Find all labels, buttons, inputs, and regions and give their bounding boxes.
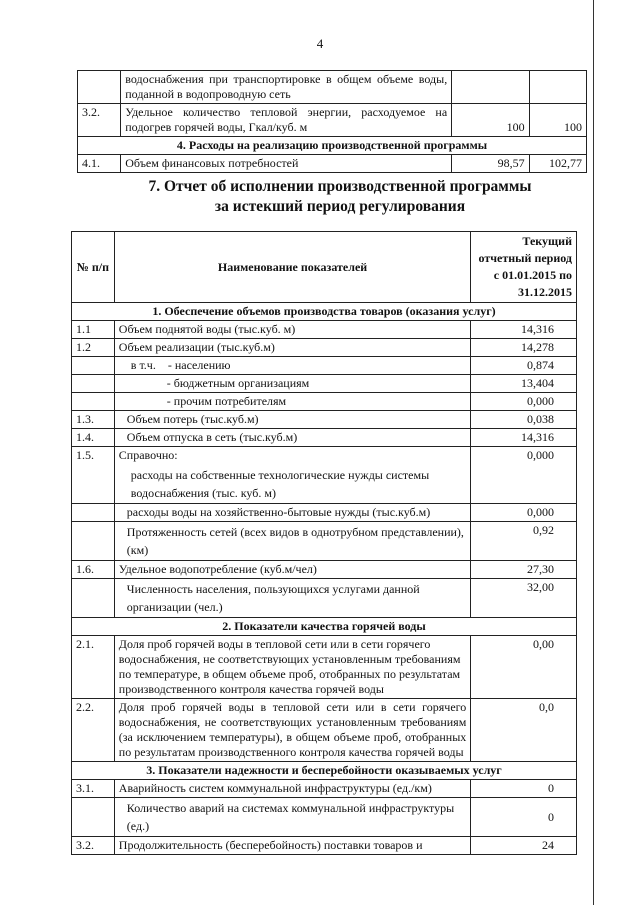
heading-line-1: 7. Отчет об исполнении производственной программы	[148, 178, 532, 195]
row-name: - бюджетным организациям	[114, 375, 471, 393]
row-value: 14,316	[471, 429, 577, 447]
row-number	[78, 71, 121, 104]
section-title: 1. Обеспечение объемов производства товаров (оказания услуг)	[72, 303, 577, 321]
row-name: Протяженность сетей (всех видов в однотрубном представлении), (км)	[114, 522, 471, 561]
table-row	[72, 579, 577, 618]
row-number: 2.2.	[72, 699, 115, 762]
scan-edge-line	[593, 0, 594, 905]
row-value-1	[452, 71, 529, 104]
section-heading	[0, 177, 640, 217]
header-name: Наименование показателей	[114, 232, 471, 303]
table-row	[72, 375, 577, 393]
row-number: 2.1.	[72, 636, 115, 699]
table-row	[72, 393, 577, 411]
row-name-note: Справочно:	[118, 448, 178, 462]
row-value: 0	[471, 798, 577, 837]
row-name: Объем потерь (тыс.куб.м)	[114, 411, 471, 429]
row-value-2: 100	[529, 104, 586, 137]
row-name: Объем финансовых потребностей	[121, 155, 452, 173]
row-value: 27,30	[471, 561, 577, 579]
row-value: 0,000	[471, 447, 577, 504]
table-row	[72, 504, 577, 522]
row-number: 3.2.	[78, 104, 121, 137]
row-number: 1.6.	[72, 561, 115, 579]
table-row	[78, 71, 587, 104]
row-value: 0,000	[471, 393, 577, 411]
row-value: 14,278	[471, 339, 577, 357]
row-value: 32,00	[471, 579, 577, 618]
row-name: Доля проб горячей воды в тепловой сети или в сети горячего водоснабжения, не соответствующих установленным требованиям по температуре, в общем объеме проб, отобранных по результатам производственного контроля качества горячей воды	[114, 636, 471, 699]
row-name: Количество аварий на системах коммунальной инфраструктуры (ед.)	[114, 798, 471, 837]
row-name: Объем реализации (тыс.куб.м)	[114, 339, 471, 357]
header-number: № п/п	[72, 232, 115, 303]
continued-table	[77, 70, 587, 173]
table-row	[72, 522, 577, 561]
row-name: в т.ч. - населению	[114, 357, 471, 375]
header-row	[72, 232, 577, 303]
row-value: 0,92	[471, 522, 577, 561]
table-row	[72, 339, 577, 357]
row-value: 0	[471, 780, 577, 798]
row-value-1: 98,57	[452, 155, 529, 173]
row-name: Доля проб горячей воды в тепловой сети или в сети горячего водоснабжения, не соответствующих установленным требованиям (за исключением температуры), в общем объеме проб, отобранных по результатам производственного контроля качества горячей воды	[114, 699, 471, 762]
row-name: водоснабжения при транспортировке в общем объеме воды, поданной в водопроводную сеть	[121, 71, 452, 104]
table-row	[72, 561, 577, 579]
section-row	[72, 303, 577, 321]
table-row	[72, 447, 577, 504]
header-period: Текущий отчетный период с 01.01.2015 по 31.12.2015	[471, 232, 577, 303]
row-number: 3.2.	[72, 837, 115, 855]
row-value: 24	[471, 837, 577, 855]
table-row	[72, 636, 577, 699]
row-value: 0,0	[471, 699, 577, 762]
report-table	[71, 231, 577, 855]
section-row	[72, 618, 577, 636]
row-value: 0,874	[471, 357, 577, 375]
row-name: Аварийность систем коммунальной инфраструктуры (ед./км)	[114, 780, 471, 798]
table-row	[72, 429, 577, 447]
row-name: расходы на собственные технологические нужды системы водоснабжения (тыс. куб. м)	[130, 468, 430, 500]
table-row	[72, 321, 577, 339]
table-row	[78, 104, 587, 137]
section-row	[78, 137, 587, 155]
row-name: - прочим потребителям	[114, 393, 471, 411]
row-number: 1.1	[72, 321, 115, 339]
table-row	[72, 411, 577, 429]
table-row	[72, 798, 577, 837]
table-row	[72, 837, 577, 855]
row-number: 3.1.	[72, 780, 115, 798]
heading-line-2: за истекший период регулирования	[214, 198, 466, 215]
table-row	[78, 155, 587, 173]
row-value: 0,00	[471, 636, 577, 699]
row-name: Продолжительность (бесперебойность) поставки товаров и	[114, 837, 471, 855]
row-value-1: 100	[452, 104, 529, 137]
row-name: Удельное водопотребление (куб.м/чел)	[114, 561, 471, 579]
row-value-2: 102,77	[529, 155, 586, 173]
table-row	[72, 780, 577, 798]
row-number: 1.5.	[72, 447, 115, 504]
row-value: 13,404	[471, 375, 577, 393]
section-title: 2. Показатели качества горячей воды	[72, 618, 577, 636]
table-row	[72, 357, 577, 375]
table-row	[72, 699, 577, 762]
row-value: 0,038	[471, 411, 577, 429]
page-number: 4	[316, 36, 324, 51]
row-name: Численность населения, пользующихся услугами данной организации (чел.)	[114, 579, 471, 618]
row-number: 1.2	[72, 339, 115, 357]
row-number: 4.1.	[78, 155, 121, 173]
row-value: 0,000	[471, 504, 577, 522]
section-title: 3. Показатели надежности и бесперебойности оказываемых услуг	[72, 762, 577, 780]
row-name: расходы воды на хозяйственно-бытовые нужды (тыс.куб.м)	[114, 504, 471, 522]
row-name: Удельное количество тепловой энергии, расходуемое на подогрев горячей воды, Гкал/куб. м	[121, 104, 452, 137]
row-value: 14,316	[471, 321, 577, 339]
section-title: 4. Расходы на реализацию производственной программы	[78, 137, 587, 155]
row-name: Объем отпуска в сеть (тыс.куб.м)	[114, 429, 471, 447]
row-number: 1.4.	[72, 429, 115, 447]
row-number: 1.3.	[72, 411, 115, 429]
section-row	[72, 762, 577, 780]
row-value-2	[529, 71, 586, 104]
row-name: Объем поднятой воды (тыс.куб. м)	[114, 321, 471, 339]
